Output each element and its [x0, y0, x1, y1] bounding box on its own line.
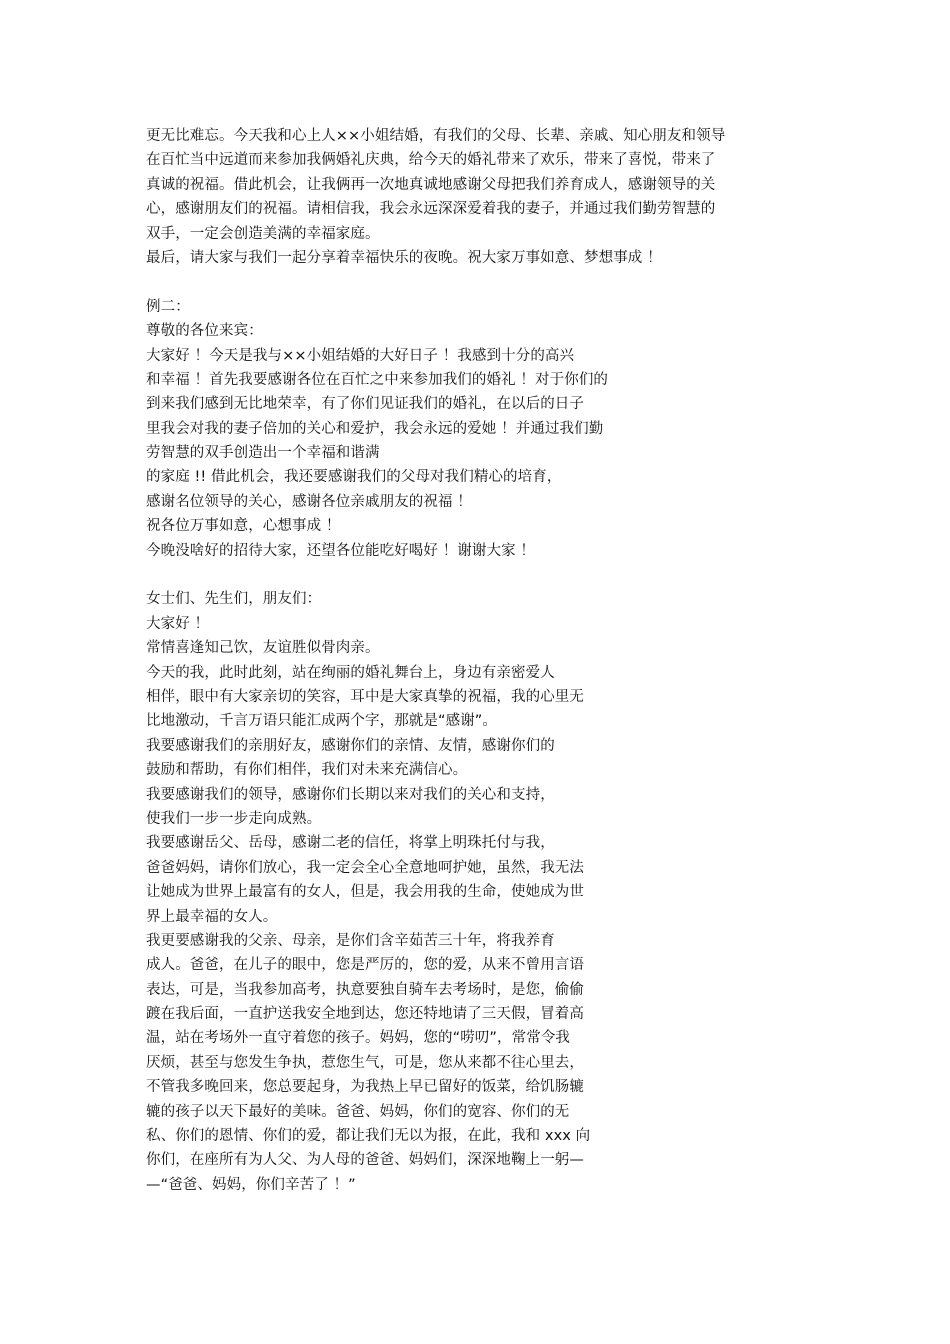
text-line: 常情喜逢知己饮，友谊胜似骨肉亲。 [146, 640, 380, 657]
text-line: 爸爸妈妈，请你们放心，我一定会全心全意地呵护她，虽然，我无法 [146, 859, 584, 876]
text-line: 在百忙当中远道而来参加我俩婚礼庆典，给今天的婚礼带来了欢乐，带来了喜悦，带来了 [146, 152, 716, 169]
salutation: 尊敬的各位来宾： [146, 323, 263, 340]
text-line: 你们，在座所有为人父、为人母的爸爸、妈妈们，深深地鞠上一躬— [146, 1152, 584, 1169]
text-line: 辘的孩子以天下最好的美味。爸爸、妈妈，你们的宽容、你们的无 [146, 1103, 570, 1120]
text-line: 大家好 ！ [146, 615, 210, 632]
text-line: 祝各位万事如意，心想事成 ！ [146, 518, 341, 535]
text-line: 最后，请大家与我们一起分享着幸福快乐的夜晚。祝大家万事如意、梦想事成 ！ [146, 249, 662, 266]
text-line: 更无比难忘。今天我和心上人××小姐结婚，有我们的父母、长辈、亲戚、知心朋友和领导 [146, 128, 726, 144]
text-line: 比地激动，千言万语只能汇成两个字，那就是“感谢”。 [146, 713, 498, 730]
section-heading: 例二： [146, 298, 190, 315]
text-line: 鼓励和帮助，有你们相伴，我们对未来充满信心。 [146, 762, 468, 779]
text-line: 使我们一步一步走向成熟。 [146, 810, 322, 827]
text-line: 厌烦，甚至与您发生争执，惹您生气，可是，您从来都不往心里去， [146, 1054, 584, 1071]
text-line: 双手，一定会创造美满的幸福家庭。 [146, 225, 380, 242]
text-line: 我要感谢岳父、岳母，感谢二老的信任，将掌上明珠托付与我， [146, 835, 555, 852]
text-line: 踱在我后面，一直护送我安全地到达，您还特地请了三天假，冒着高 [146, 1006, 584, 1023]
document-body [146, 124, 826, 1197]
paragraph-section-3 [146, 587, 826, 1197]
text-line: —“爸爸、妈妈，你们辛苦了 ！” [146, 1176, 356, 1193]
text-line: 不管我多晚回来，您总要起身，为我热上早已留好的饭菜，给饥肠辘 [146, 1079, 584, 1096]
text-line: 相伴，眼中有大家亲切的笑容，耳中是大家真挚的祝福，我的心里无 [146, 688, 584, 705]
text-line: 今晚没啥好的招待大家，还望各位能吃好喝好 ！谢谢大家 ！ [146, 542, 536, 559]
text-line: 我要感谢我们的亲朋好友，感谢你们的亲情、友情，感谢你们的 [146, 737, 555, 754]
text-line: 的家庭 !! 借此机会，我还要感谢我们的父母对我们精心的培育， [146, 469, 562, 486]
text-line: 温，站在考场外一直守着您的孩子。妈妈，您的“唠叨”，常常令我 [146, 1030, 571, 1047]
text-line: 真诚的祝福。借此机会，让我俩再一次地真诚地感谢父母把我们养育成人，感谢领导的关 [146, 176, 716, 193]
text-line: 感谢名位领导的关心，感谢各位亲戚朋友的祝福 ！ [146, 493, 472, 510]
blank-line [146, 270, 826, 294]
text-line: 我要感谢我们的领导，感谢你们长期以来对我们的关心和支持， [146, 786, 555, 803]
blank-line [146, 563, 826, 587]
paragraph-section-1 [146, 124, 826, 270]
paragraph-section-2 [146, 295, 826, 563]
text-line: 我更要感谢我的父亲、母亲，是你们含辛茹苦三十年，将我养育 [146, 932, 555, 949]
text-line: 今天的我，此时此刻，站在绚丽的婚礼舞台上，身边有亲密爱人 [146, 664, 555, 681]
text-line: 劳智慧的双手创造出一个幸福和谐满 [146, 445, 380, 462]
text-line: 成人。爸爸，在儿子的眼中，您是严厉的，您的爱，从来不曾用言语 [146, 957, 584, 974]
text-line: 和幸福 ！首先我要感谢各位在百忙之中来参加我们的婚礼 ！对于你们的 [146, 371, 609, 388]
text-line: 大家好 ！今天是我与××小姐结婚的大好日子 ！我感到十分的高兴 [146, 347, 575, 364]
text-line: 心，感谢朋友们的祝福。请相信我，我会永远深深爱着我的妻子，并通过我们勤劳智慧的 [146, 201, 716, 218]
text-line: 让她成为世界上最富有的女人，但是，我会用我的生命，使她成为世 [146, 884, 584, 901]
text-line: 表达，可是，当我参加高考，执意要独自骑车去考场时，是您，偷偷 [146, 981, 584, 998]
text-line: 到来我们感到无比地荣幸，有了你们见证我们的婚礼，在以后的日子 [146, 396, 584, 413]
text-line: 私、你们的恩情、你们的爱，都让我们无以为报，在此，我和 xxx 向 [146, 1128, 591, 1145]
text-line: 里我会对我的妻子倍加的关心和爱护，我会永远的爱她 ！并通过我们勤 [146, 420, 604, 437]
salutation: 女士们、先生们，朋友们： [146, 591, 322, 608]
text-line: 界上最幸福的女人。 [146, 908, 278, 925]
